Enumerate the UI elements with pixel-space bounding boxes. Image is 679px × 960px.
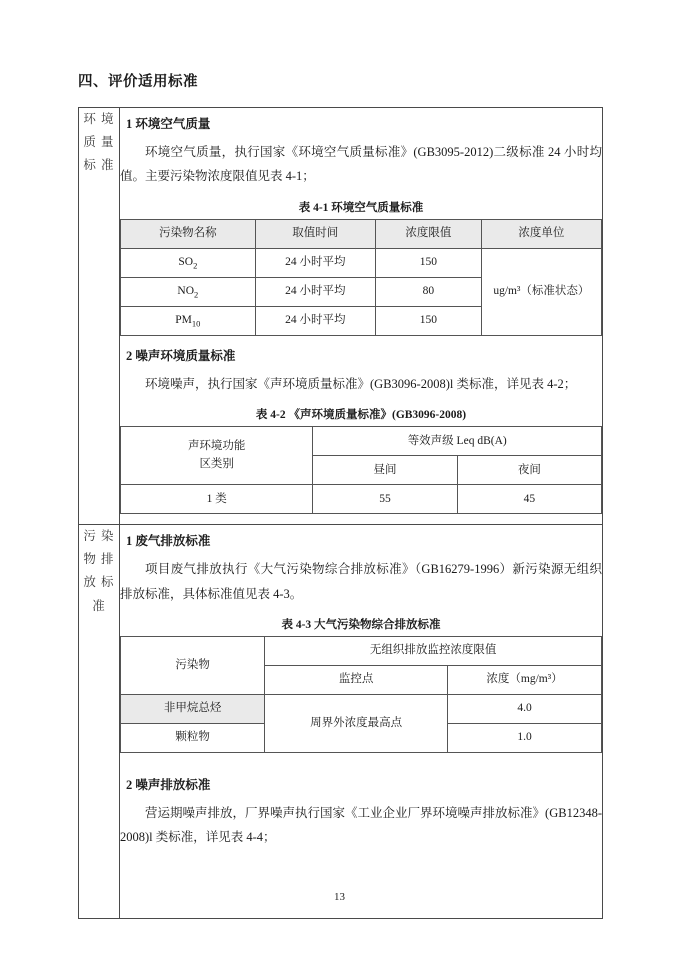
table-row: [121, 485, 602, 514]
paragraph-waste-gas-discharge: 项目废气排放执行《大气污染物综合排放标准》（GB16279-1996）新污染源无组织排放标准，具体标准值见表 4-3。: [120, 562, 602, 601]
cell-pollutant-so2: [121, 248, 256, 277]
table-caption-4-3: 表 4-3 大气污染物综合排放标准: [281, 618, 441, 631]
table-caption-4-2: 表 4-2 《声环境质量标准》(GB3096-2008): [255, 409, 467, 422]
table-header-row: [121, 427, 602, 456]
table-row: [121, 694, 602, 723]
standards-frame-table: [78, 107, 603, 919]
table-air-quality-standard: [120, 219, 602, 336]
pollutant-name: SO: [178, 255, 194, 268]
paragraph-noise-quality: 环境噪声，执行国家《声环境质量标准》(GB3096-2008)l 类标准，详见表 4-2；: [145, 376, 577, 391]
section-row-environmental-quality: [79, 108, 603, 525]
cell-time-so2: 24 小时平均: [255, 248, 375, 277]
heading-noise-discharge: 2 噪声排放标准: [126, 777, 211, 792]
section-label-cell-pollutant-discharge: [79, 525, 120, 919]
cell-pollutant-no2: [121, 277, 256, 306]
heading-waste-gas-discharge: 1 废气排放标准: [126, 534, 211, 549]
section-label-cell-environmental-quality: [79, 108, 120, 525]
table-row: [121, 248, 602, 277]
pollutant-subscript: 2: [194, 289, 199, 300]
cell-monitor-point-merged: 周界外浓度最高点: [265, 694, 448, 752]
cell-unit-merged: ug/m³（标准状态）: [481, 248, 601, 335]
column-header-noise-function-zone: [121, 427, 313, 485]
column-header-concentration: 浓度（mg/m³）: [448, 665, 602, 694]
table-caption-4-1: 表 4-1 环境空气质量标准: [298, 201, 424, 214]
cell-pollutant-particulate: 颗粒物: [121, 723, 265, 752]
column-header-nighttime: 夜间: [457, 456, 601, 485]
pollutant-name: NO: [177, 284, 195, 297]
pollutant-subscript: 2: [193, 260, 198, 271]
cell-concentration-particulate: 1.0: [448, 723, 602, 752]
pollutant-name: PM: [175, 313, 192, 326]
cell-concentration-nmhc: 4.0: [448, 694, 602, 723]
bottom-spacer: [120, 858, 602, 918]
cell-daytime-value: 55: [313, 485, 457, 514]
section-row-pollutant-discharge: [79, 525, 603, 919]
cell-pollutant-pm10: [121, 306, 256, 335]
column-header-monitor-point: 监控点: [265, 665, 448, 694]
paragraph-noise-discharge: 营运期噪声排放，厂界噪声执行国家《工业企业厂界环境噪声排放标准》(GB12348-2008)l 类标准，详见表 4-4；: [120, 805, 602, 845]
vertical-label-environmental-quality: 环 境 质 量 标 准: [83, 112, 115, 173]
cell-time-pm10: 24 小时平均: [255, 306, 375, 335]
cell-limit-no2: 80: [375, 277, 481, 306]
cell-nighttime-value: 45: [457, 485, 601, 514]
heading-air-quality: 1 环境空气质量: [126, 117, 211, 131]
column-header-daytime: 昼间: [313, 456, 457, 485]
column-header-unorganized-limit: 无组织排放监控浓度限值: [265, 636, 602, 665]
page-title: 四、评价适用标准: [78, 74, 198, 90]
cell-zone-class: 1 类: [121, 485, 313, 514]
pollutant-subscript: 10: [191, 318, 201, 329]
section-content-environmental-quality: [120, 108, 603, 525]
heading-noise-quality: 2 噪声环境质量标准: [126, 348, 236, 363]
column-header-leq: 等效声级 Leq dB(A): [313, 427, 602, 456]
column-header-pollutant: 污染物名称: [121, 219, 256, 248]
cell-limit-pm10: 150: [375, 306, 481, 335]
table-noise-quality-standard: [120, 426, 602, 514]
cell-time-no2: 24 小时平均: [255, 277, 375, 306]
page-number: 13: [334, 891, 345, 903]
cell-pollutant-nmhc: 非甲烷总烃: [121, 694, 265, 723]
spacer: [120, 763, 602, 769]
table-header-row: [121, 636, 602, 665]
table-air-pollutant-discharge-standard: [120, 636, 602, 753]
paragraph-air-quality: 环境空气质量，执行国家《环境空气质量标准》(GB3095-2012)二级标准 24 小时均值。主要污染物浓度限值见表 4-1；: [120, 145, 602, 184]
column-header-time: 取值时间: [255, 219, 375, 248]
page-content: [78, 70, 603, 919]
table-header-row: [121, 219, 602, 248]
header-line-2: 区类别: [199, 457, 234, 470]
column-header-pollutant: 污染物: [121, 636, 265, 694]
column-header-limit: 浓度限值: [375, 219, 481, 248]
vertical-label-pollutant-discharge: 污 染 物 排 放 标 准: [83, 529, 115, 613]
header-line-1: 声环境功能: [187, 440, 246, 453]
column-header-unit: 浓度单位: [481, 219, 601, 248]
cell-limit-so2: 150: [375, 248, 481, 277]
section-content-pollutant-discharge: [120, 525, 603, 919]
